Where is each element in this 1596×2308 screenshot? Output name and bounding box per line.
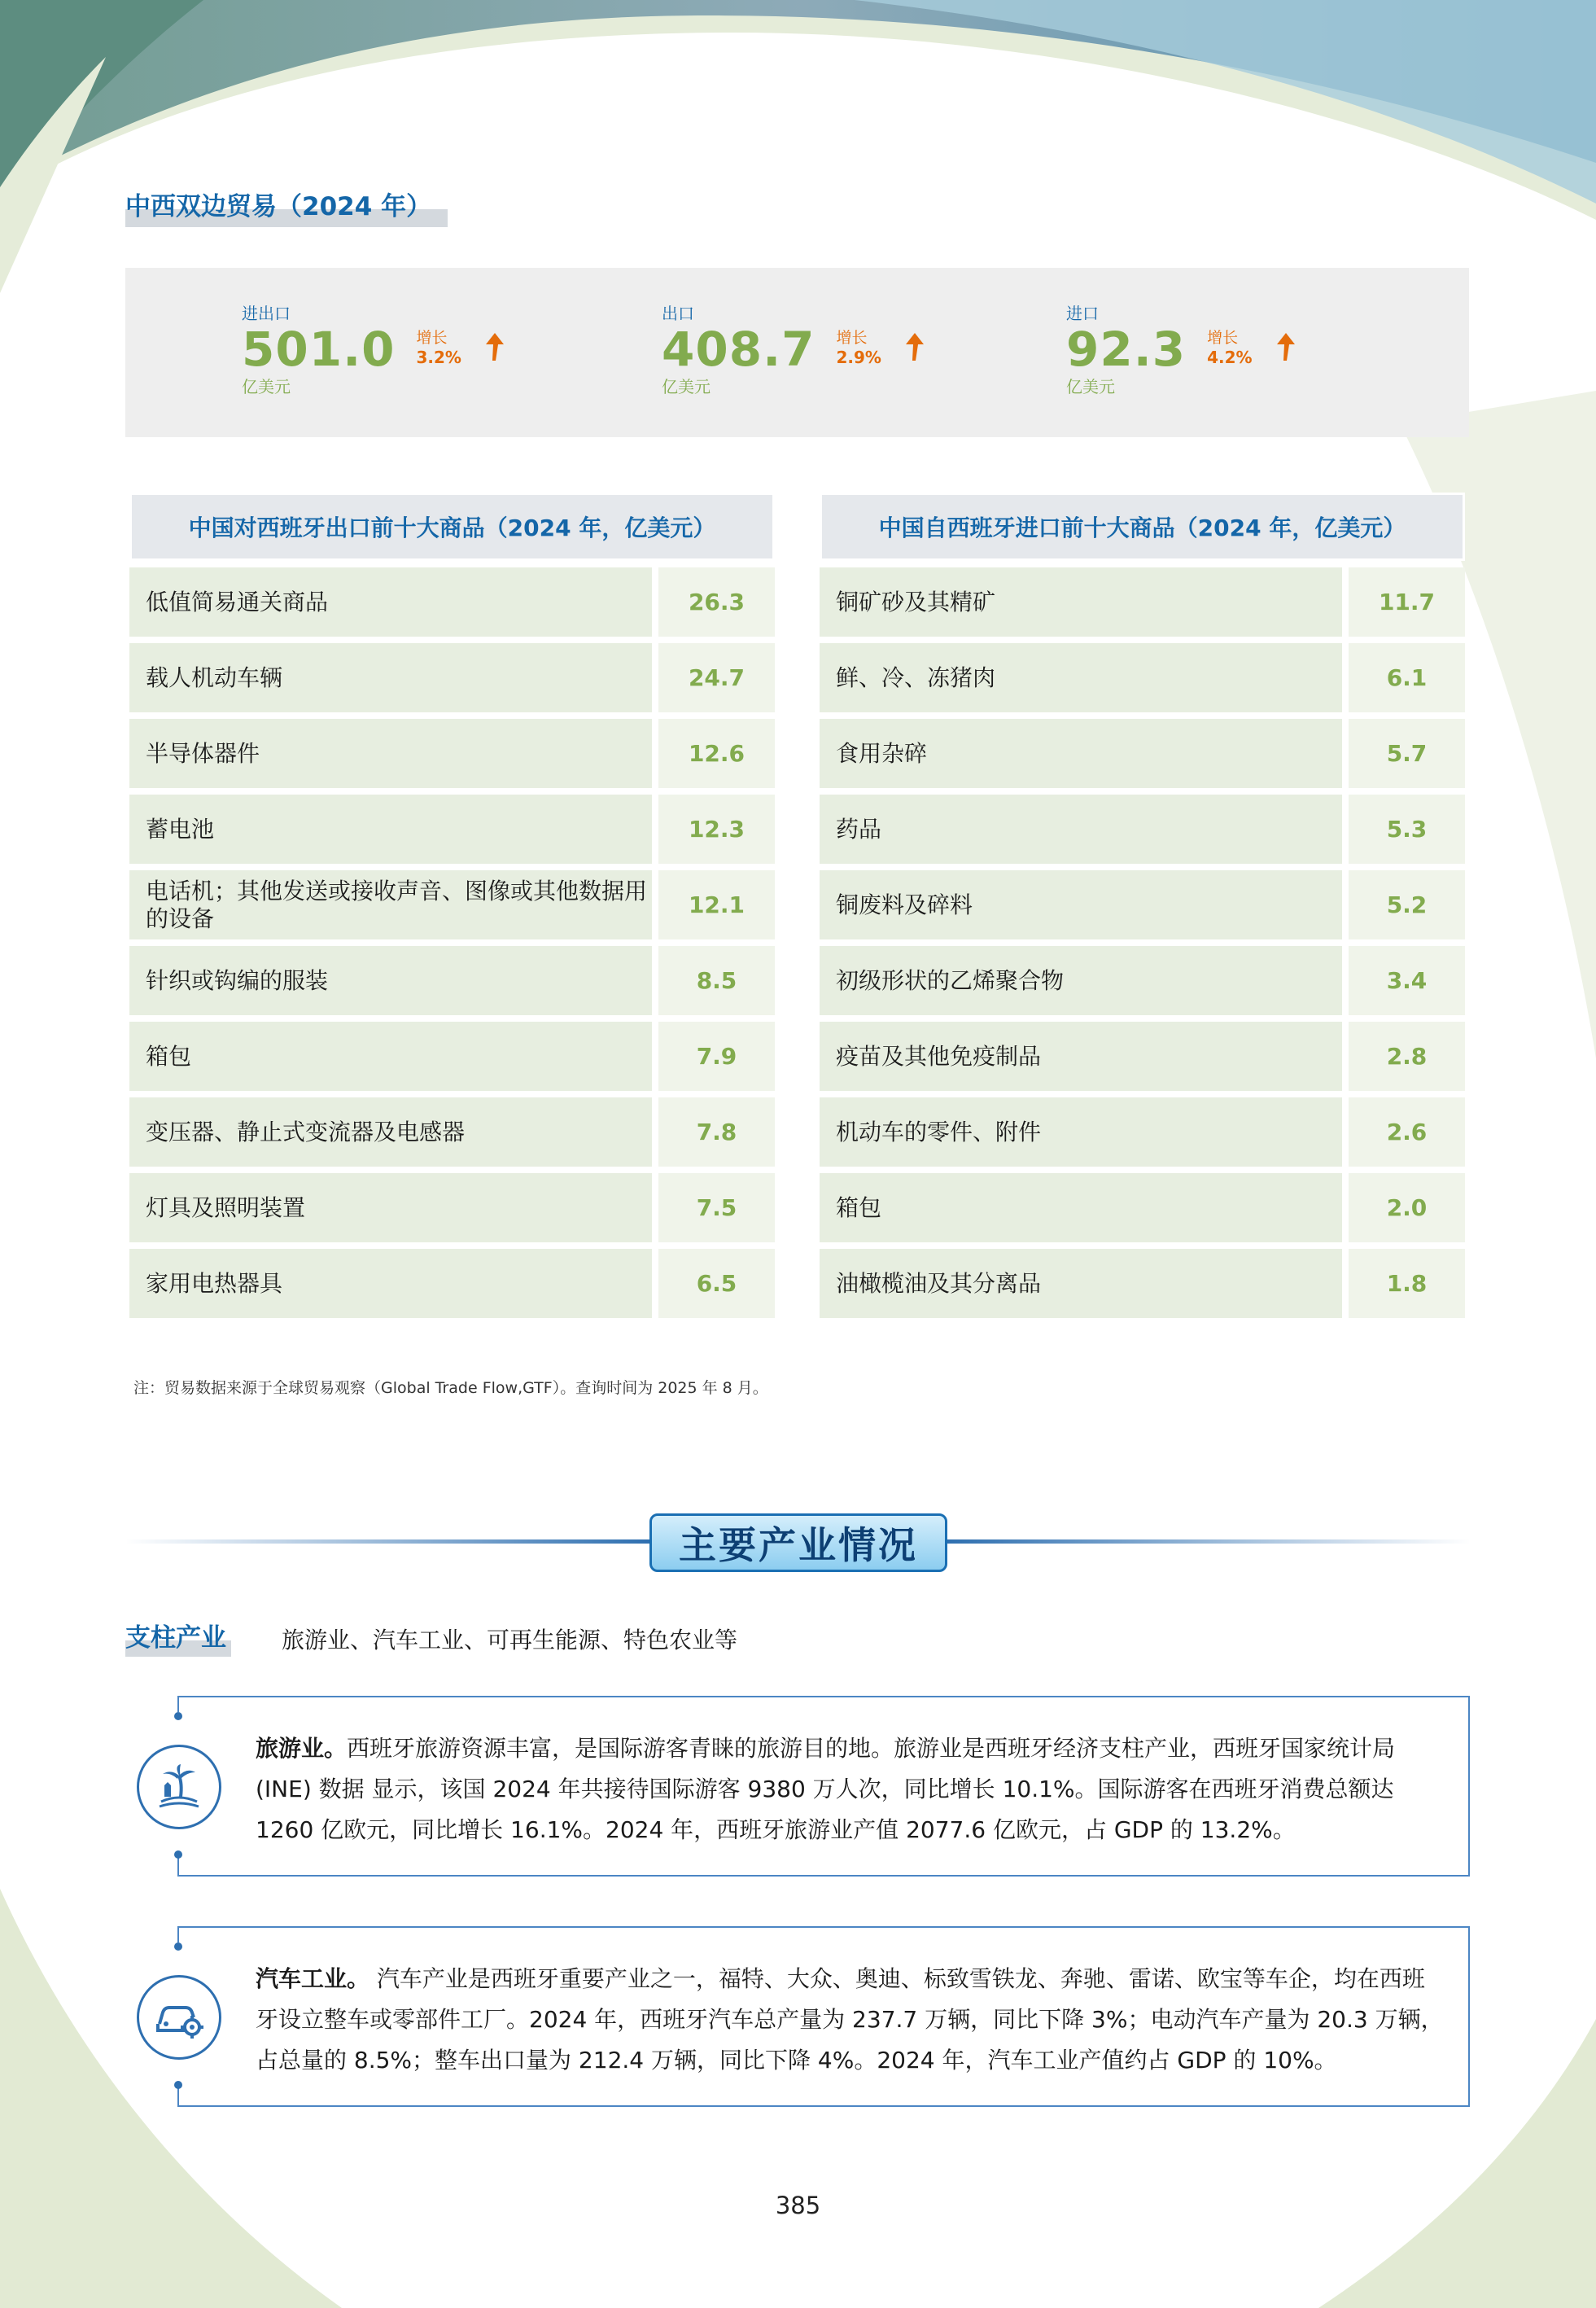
- commodity-name: 疫苗及其他免疫制品: [820, 1022, 1342, 1091]
- growth-value: 2.9%: [836, 348, 881, 367]
- commodity-value: 11.7: [1349, 567, 1465, 637]
- table-row: [820, 1249, 1465, 1318]
- commodity-name: 箱包: [129, 1022, 652, 1091]
- commodity-name: 铜废料及碎料: [820, 870, 1342, 939]
- table-row: [129, 946, 775, 1015]
- commodity-value: 8.5: [658, 946, 775, 1015]
- table-row: [129, 1097, 775, 1167]
- stat-value: 501.0: [242, 322, 396, 377]
- table-row: [820, 1173, 1465, 1242]
- section-title: 中西双边贸易（2024 年）: [125, 186, 448, 227]
- table-row: [129, 1173, 775, 1242]
- major-industries-banner: 主要产业情况: [649, 1513, 947, 1572]
- table-row: [820, 946, 1465, 1015]
- table-row: [820, 719, 1465, 788]
- table-row: [820, 643, 1465, 712]
- arrow-up-icon: [1277, 333, 1295, 361]
- car-gear-icon: [137, 1975, 221, 2060]
- table-header: 中国自西班牙进口前十大商品（2024 年，亿美元）: [820, 493, 1465, 561]
- card-edge-top: [177, 1928, 179, 1942]
- divider-line-right: [946, 1539, 1471, 1544]
- commodity-value: 2.6: [1349, 1097, 1465, 1167]
- commodity-value: 12.6: [658, 719, 775, 788]
- stat-label: 出口: [662, 304, 694, 323]
- export-top10-table: [129, 493, 775, 1318]
- stat-value: 92.3: [1066, 322, 1187, 377]
- table-header: 中国对西班牙出口前十大商品（2024 年，亿美元）: [129, 493, 775, 561]
- commodity-name: 电话机；其他发送或接收声音、图像或其他数据用的设备: [129, 870, 652, 939]
- table-row: [820, 567, 1465, 637]
- table-row: [820, 1022, 1465, 1091]
- commodity-value: 12.1: [658, 870, 775, 939]
- table-row: [129, 719, 775, 788]
- commodity-name: 变压器、静止式变流器及电感器: [129, 1097, 652, 1167]
- card-edge-dot: [174, 1712, 182, 1720]
- stat-imports: [1066, 300, 1295, 397]
- card-edge-dot: [174, 1850, 182, 1859]
- commodity-value: 1.8: [1349, 1249, 1465, 1318]
- table-row: [820, 795, 1465, 864]
- automotive-text: [256, 1959, 1444, 2081]
- commodity-value: 7.8: [658, 1097, 775, 1167]
- commodity-name: 针织或钩编的服装: [129, 946, 652, 1015]
- commodity-name: 初级形状的乙烯聚合物: [820, 946, 1342, 1015]
- stat-exports: [662, 300, 924, 397]
- source-note: 注：贸易数据来源于全球贸易观察（Global Trade Flow,GTF）。查询时间为 2025 年 8 月。: [133, 1379, 768, 1397]
- page-number: 385: [775, 2192, 821, 2219]
- pillar-industries-list: 旅游业、汽车工业、可再生能源、特色农业等: [282, 1627, 738, 1653]
- commodity-name: 家用电热器具: [129, 1249, 652, 1318]
- commodity-value: 6.5: [658, 1249, 775, 1318]
- commodity-value: 5.2: [1349, 870, 1465, 939]
- tourism-text: [256, 1728, 1444, 1850]
- card-edge-dot: [174, 2081, 182, 2089]
- commodity-name: 蓄电池: [129, 795, 652, 864]
- commodity-name: 半导体器件: [129, 719, 652, 788]
- stat-unit: 亿美元: [242, 377, 291, 396]
- growth-label: 增长: [416, 329, 448, 347]
- commodity-value: 6.1: [1349, 643, 1465, 712]
- commodity-value: 24.7: [658, 643, 775, 712]
- import-top10-table: [820, 493, 1465, 1318]
- table-row: [129, 567, 775, 637]
- palm-beach-icon: [137, 1745, 221, 1829]
- commodity-value: 12.3: [658, 795, 775, 864]
- table-row: [129, 795, 775, 864]
- commodity-name: 机动车的零件、附件: [820, 1097, 1342, 1167]
- growth-value: 3.2%: [416, 348, 461, 367]
- commodity-name: 低值简易通关商品: [129, 567, 652, 637]
- card-body: 汽车产业是西班牙重要产业之一，福特、大众、奥迪、标致雪铁龙、奔驰、雷诺、欧宝等车企，均在西班牙设立整车或零部件工厂。2024 年，西班牙汽车总产量为 237.7 万辆，同比下降 3%；电动汽车产量为 20.3 万辆，占总量的 8.5%；整车出口量为 212.4 万辆，同比下降 4%。2024 年，汽车工业产值约占 GDP 的 10%。: [256, 1965, 1444, 2074]
- table-row: [820, 1097, 1465, 1167]
- commodity-value: 7.5: [658, 1173, 775, 1242]
- commodity-name: 药品: [820, 795, 1342, 864]
- card-heading: 旅游业。: [256, 1735, 348, 1762]
- commodity-name: 油橄榄油及其分离品: [820, 1249, 1342, 1318]
- table-row: [129, 1249, 775, 1318]
- card-body: 西班牙旅游资源丰富，是国际游客青睐的旅游目的地。旅游业是西班牙经济支柱产业，西班牙国家统计局 (INE) 数据 显示，该国 2024 年共接待国际游客 9380 万人次，同比增长 10.1%。国际游客在西班牙消费总额达 1260 亿欧元，同比增长 16.1%。2024 年，西班牙旅游业产值 2077.6 亿欧元，占 GDP 的 13.2%。: [256, 1735, 1396, 1843]
- stat-total-trade: [242, 300, 504, 397]
- commodity-name: 载人机动车辆: [129, 643, 652, 712]
- stat-unit: 亿美元: [1066, 377, 1115, 396]
- arrow-up-icon: [486, 333, 504, 361]
- arrow-up-icon: [906, 333, 924, 361]
- commodity-name: 灯具及照明装置: [129, 1173, 652, 1242]
- card-heading: 汽车工业。: [256, 1965, 370, 1992]
- growth-value: 4.2%: [1207, 348, 1253, 367]
- commodity-value: 3.4: [1349, 946, 1465, 1015]
- commodity-value: 5.7: [1349, 719, 1465, 788]
- commodity-value: 7.9: [658, 1022, 775, 1091]
- commodity-name: 鲜、冷、冻猪肉: [820, 643, 1342, 712]
- table-row: [129, 643, 775, 712]
- stat-label: 进口: [1066, 304, 1099, 323]
- commodity-value: 2.0: [1349, 1173, 1465, 1242]
- card-edge-top: [177, 1697, 179, 1712]
- pillar-industries-label: 支柱产业: [125, 1617, 231, 1657]
- table-row: [820, 870, 1465, 939]
- table-row: [129, 870, 775, 939]
- growth-label: 增长: [1207, 329, 1239, 347]
- commodity-value: 2.8: [1349, 1022, 1465, 1091]
- industry-card-tourism: [177, 1696, 1470, 1877]
- industry-card-automotive: [177, 1926, 1470, 2107]
- card-edge-dot: [174, 1942, 182, 1951]
- stat-value: 408.7: [662, 322, 815, 377]
- table-row: [129, 1022, 775, 1091]
- commodity-name: 铜矿砂及其精矿: [820, 567, 1342, 637]
- divider-line-left: [125, 1539, 651, 1544]
- stat-label: 进出口: [242, 304, 291, 323]
- commodity-name: 箱包: [820, 1173, 1342, 1242]
- stat-unit: 亿美元: [662, 377, 711, 396]
- commodity-name: 食用杂碎: [820, 719, 1342, 788]
- commodity-value: 26.3: [658, 567, 775, 637]
- growth-label: 增长: [836, 329, 868, 347]
- commodity-value: 5.3: [1349, 795, 1465, 864]
- trade-summary-box: [125, 268, 1469, 437]
